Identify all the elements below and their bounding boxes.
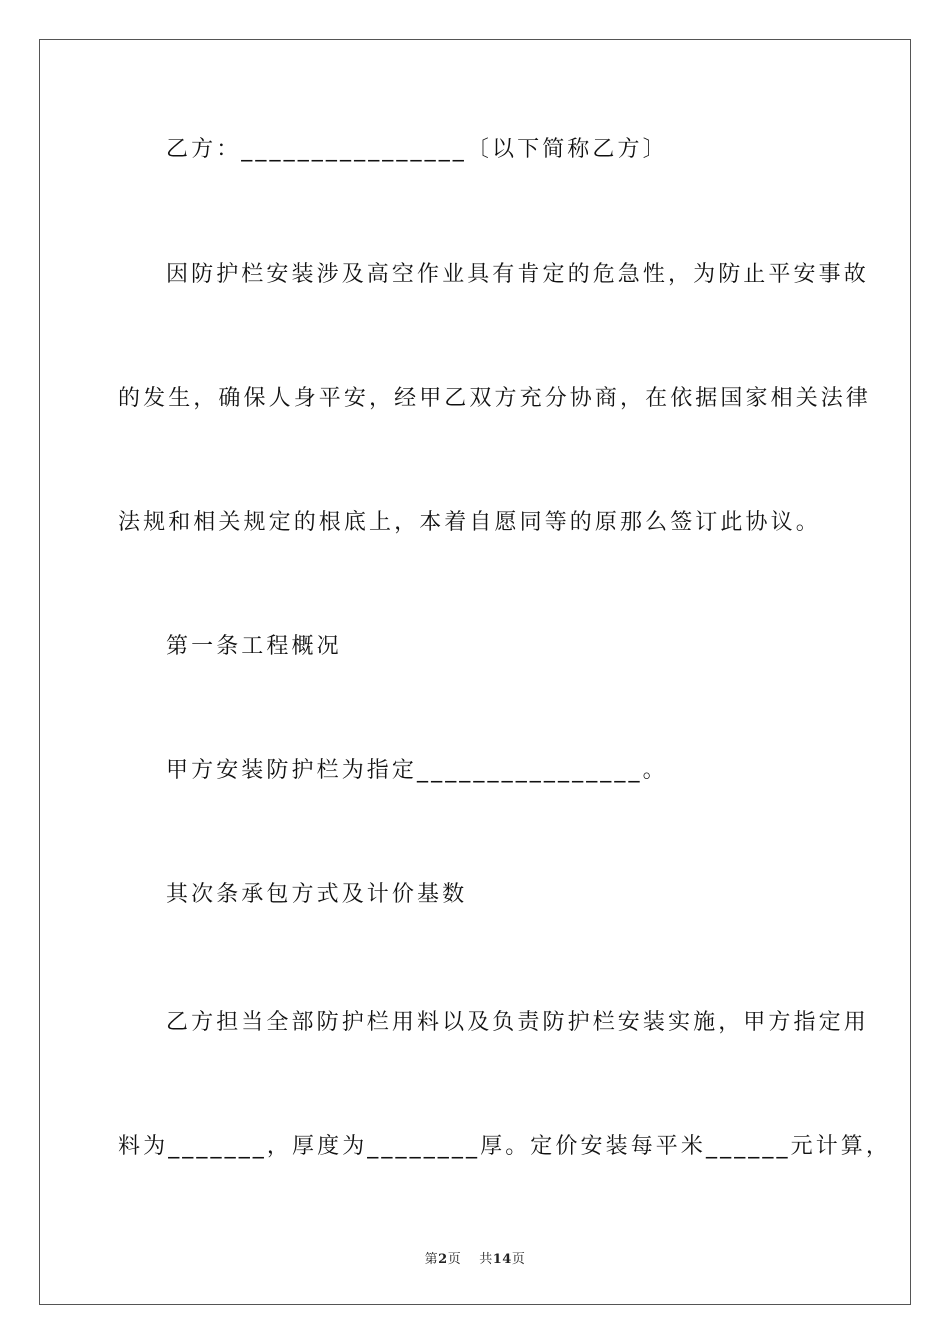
- intro-paragraph-line-1: 因防护栏安装涉及高空作业具有肯定的危急性，为防止平安事故: [166, 262, 869, 287]
- footer-page-suffix: 页: [447, 1252, 462, 1267]
- footer-total-number: 14: [492, 1252, 512, 1267]
- footer-page-prefix: 第: [424, 1252, 439, 1267]
- footer-total-prefix: 共: [479, 1252, 493, 1267]
- party-b-line: 乙方：________________〔以下简称乙方〕: [166, 137, 668, 162]
- page-border: [39, 39, 911, 1305]
- footer-total-suffix: 页: [511, 1252, 526, 1267]
- footer-page-number: 2: [438, 1252, 448, 1267]
- article-2-heading: 其次条承包方式及计价基数: [166, 882, 468, 907]
- page-footer: [0, 1248, 950, 1267]
- article-2-content-line-2: 料为_______，厚度为________厚。定价安装每平米______元计算，: [118, 1134, 892, 1159]
- article-1-heading: 第一条工程概况: [166, 634, 342, 659]
- article-2-content-line-1: 乙方担当全部防护栏用料以及负责防护栏安装实施，甲方指定用: [166, 1010, 869, 1035]
- intro-paragraph-line-2: 的发生，确保人身平安，经甲乙双方充分协商，在依据国家相关法律: [118, 386, 872, 411]
- article-1-content: 甲方安装防护栏为指定________________。: [166, 758, 668, 783]
- intro-paragraph-line-3: 法规和相关规定的根底上，本着自愿同等的原那么签订此协议。: [118, 510, 821, 535]
